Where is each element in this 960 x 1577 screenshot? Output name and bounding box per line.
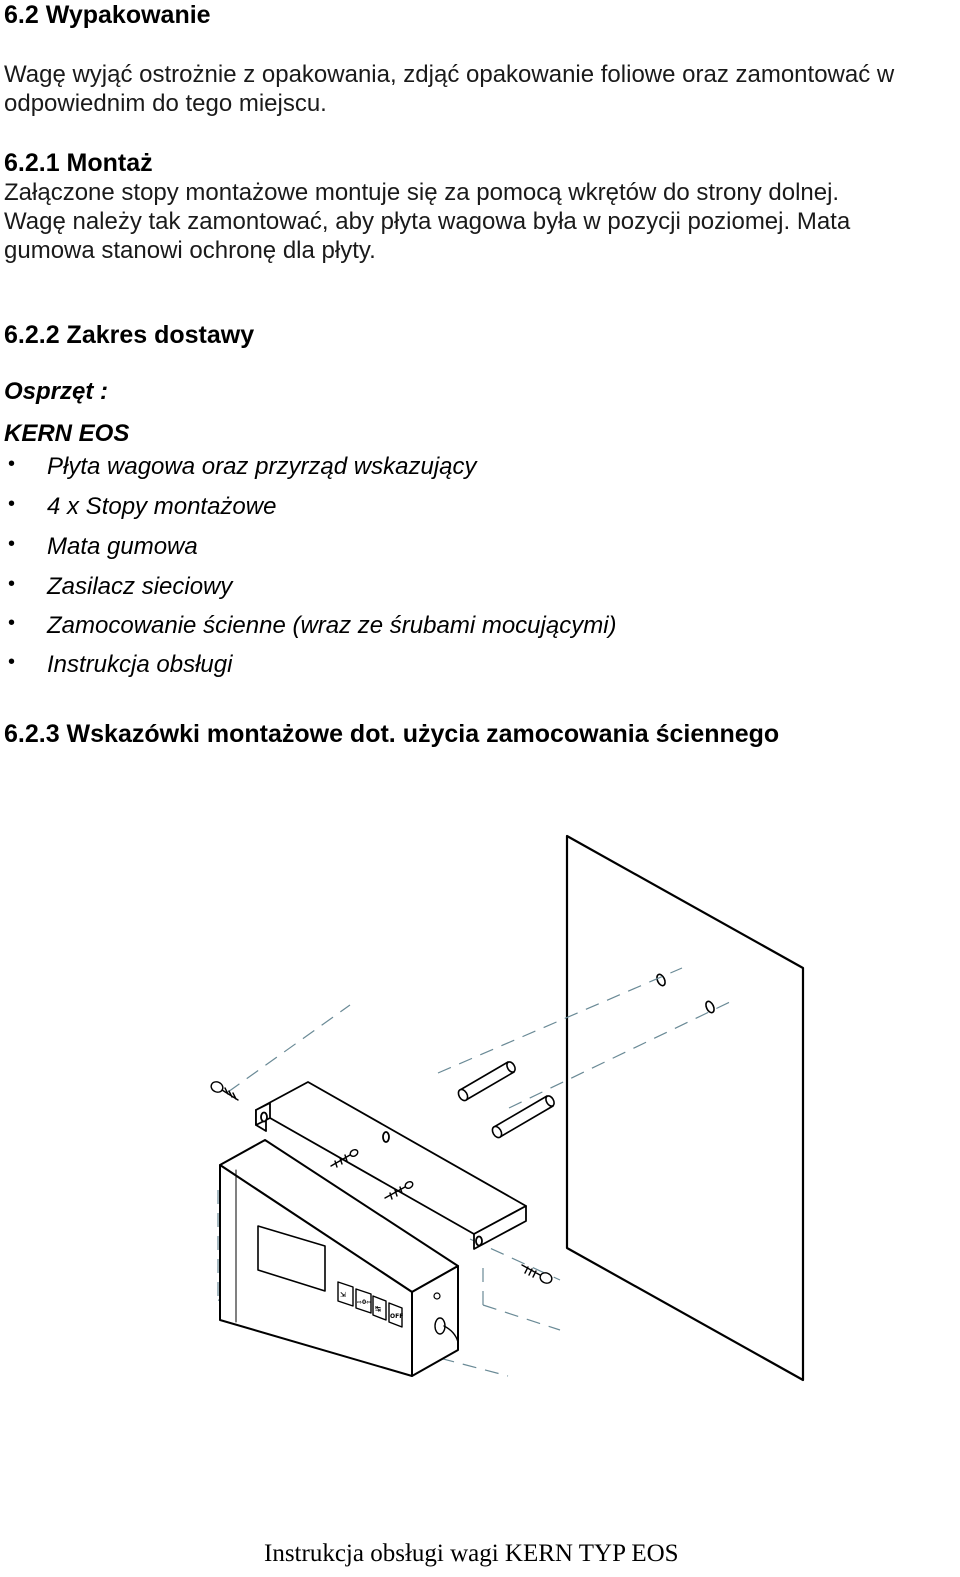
montaz-line: gumowa stanowi ochronę dla płyty. bbox=[4, 237, 376, 264]
screw-icon bbox=[209, 1080, 238, 1100]
model-name: KERN EOS bbox=[4, 420, 130, 447]
intro-line: odpowiednim do tego miejscu. bbox=[4, 90, 327, 117]
list-item: Zasilacz sieciowy bbox=[47, 573, 233, 600]
list-item: Mata gumowa bbox=[47, 533, 198, 560]
accessories-label: Osprzęt : bbox=[4, 378, 109, 405]
key-label: ⇲ bbox=[340, 1291, 346, 1299]
montaz-line: Załączone stopy montażowe montuje się za pomocą wkrętów do strony dolnej. bbox=[4, 179, 840, 206]
bullet-icon: • bbox=[8, 453, 16, 475]
wall-panel bbox=[567, 836, 803, 1380]
list-item: 4 x Stopy montażowe bbox=[47, 493, 277, 520]
list-item: Zamocowanie ścienne (wraz ze śrubami mocującymi) bbox=[47, 612, 617, 639]
list-item: Płyta wagowa oraz przyrząd wskazujący bbox=[47, 453, 477, 480]
zakres-heading: 6.2.2 Zakres dostawy bbox=[4, 321, 255, 349]
bullet-icon: • bbox=[8, 651, 16, 673]
intro-line: Wagę wyjąć ostrożnie z opakowania, zdjąć opakowanie foliowe oraz zamontować w bbox=[4, 61, 895, 88]
key-label: OFF bbox=[390, 1313, 404, 1320]
montaz-heading: 6.2.1 Montaż bbox=[4, 149, 153, 177]
key-label: ↹ bbox=[375, 1305, 381, 1313]
wall-plug-icon bbox=[457, 1060, 517, 1102]
montaz-line: Wagę należy tak zamontować, aby płyta wagowa była w pozycji poziomej. Mata bbox=[4, 208, 851, 235]
screw-icon bbox=[522, 1265, 554, 1285]
bullet-icon: • bbox=[8, 533, 16, 555]
list-item: Instrukcja obsługi bbox=[47, 651, 233, 678]
page-footer: Instrukcja obsługi wagi KERN TYP EOS bbox=[264, 1540, 679, 1567]
section-title: 6.2 Wypakowanie bbox=[4, 1, 211, 29]
wskazowki-heading: 6.2.3 Wskazówki montażowe dot. użycia zamocowania ściennego bbox=[4, 720, 780, 748]
key-label: ⇨0⇦ bbox=[357, 1299, 372, 1306]
bullet-icon: • bbox=[8, 493, 16, 515]
bullet-icon: • bbox=[8, 612, 16, 634]
bullet-icon: • bbox=[8, 573, 16, 595]
wall-plug-icon bbox=[491, 1094, 556, 1139]
